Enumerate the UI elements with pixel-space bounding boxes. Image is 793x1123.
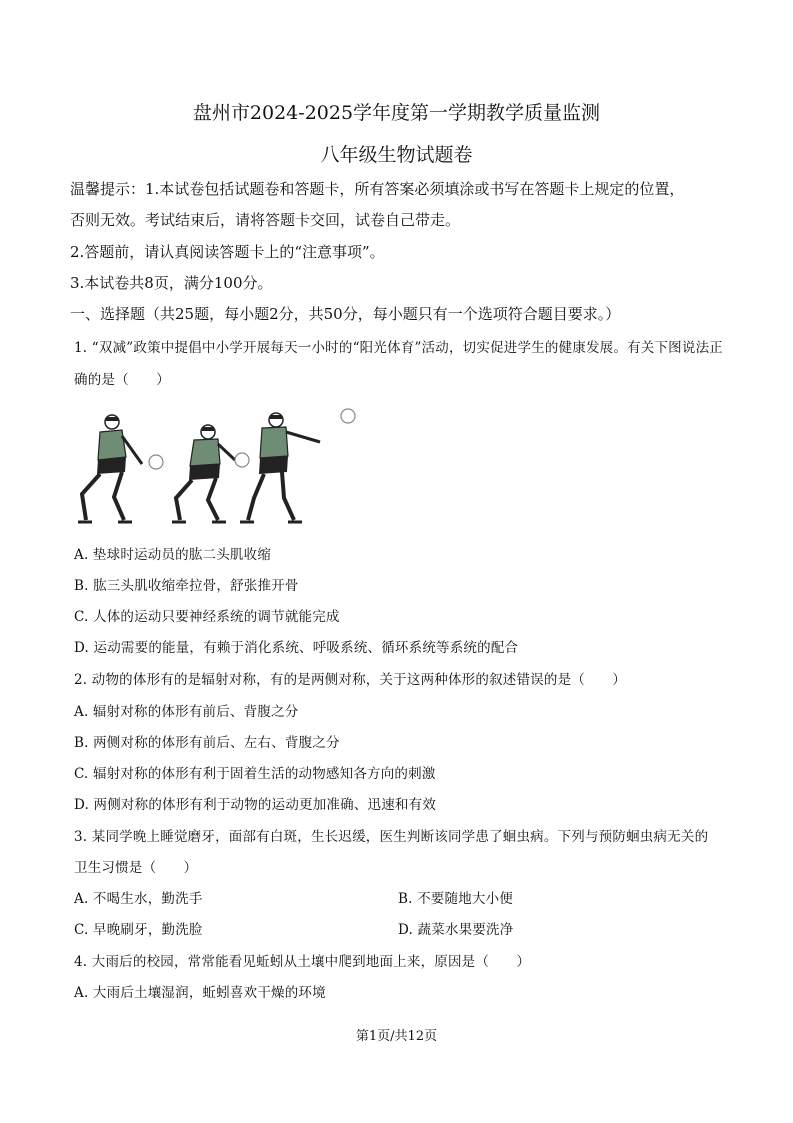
question-1-option-a: A. 垫球时运动员的肱二头肌收缩 [74,547,272,563]
notice-line-1: 温馨提示：1.本试卷包括试题卷和答题卡，所有答案必须填涂或书写在答题卡上规定的位置， [70,180,685,198]
section-heading: 一、选择题（共25题，每小题2分，共50分，每小题只有一个选项符合题目要求。） [70,305,621,323]
volleyball-figure [70,402,370,532]
player-2-drawing [149,425,235,522]
question-3-stem-line-1: 3. 某同学晚上睡觉磨牙，面部有白斑，生长迟缓，医生判断该同学患了蛔虫病。下列与预防蛔虫病无关的 [74,829,709,845]
notice-line-2: 否则无效。考试结束后，请将答题卡交回，试卷自己带走。 [70,211,461,229]
player-1-drawing [78,415,142,522]
question-3-option-d: D. 蔬菜水果要洗净 [398,922,514,938]
question-2-option-b: B. 两侧对称的体形有前后、左右、背腹之分 [74,735,340,751]
question-3-option-b: B. 不要随地大小便 [398,891,514,907]
question-2-option-a: A. 辐射对称的体形有前后、背腹之分 [74,704,299,720]
question-3-stem-line-2: 卫生习惯是（ ） [74,860,198,876]
question-3-option-c: C. 早晚刷牙，勤洗脸 [74,922,203,938]
question-1-option-d: D. 运动需要的能量，有赖于消化系统、呼吸系统、循环系统等系统的配合 [74,640,519,656]
title-line-1: 盘州市2024-2025学年度第一学期教学质量监测 [192,102,601,124]
question-1-option-b: B. 肱三头肌收缩牵拉骨，舒张推开骨 [74,578,299,594]
question-3-option-a: A. 不喝生水，勤洗手 [74,891,203,907]
question-1-option-c: C. 人体的运动只要神经系统的调节就能完成 [74,609,340,625]
notice-line-4: 3.本试卷共8页，满分100分。 [70,274,273,292]
question-2-option-d: D. 两侧对称的体形有利于动物的运动更加准确、迅速和有效 [74,797,437,813]
question-4-stem: 4. 大雨后的校园，常常能看见蚯蚓从土壤中爬到地面上来，原因是（ ） [74,954,531,970]
player-3-drawing [235,409,355,522]
title-line-2: 八年级生物试题卷 [320,144,473,166]
notice-line-3: 2.答题前，请认真阅读答题卡上的“注意事项”。 [70,243,385,261]
page-footer: 第1页/共12页 [355,1029,438,1044]
question-2-option-c: C. 辐射对称的体形有利于固着生活的动物感知各方向的刺激 [74,766,436,782]
question-1-stem-line-2: 确的是（ ） [74,372,170,388]
question-2-stem: 2. 动物的体形有的是辐射对称，有的是两侧对称，关于这两种体形的叙述错误的是（ ） [74,672,627,688]
question-4-option-a: A. 大雨后土壤湿润，蚯蚓喜欢干燥的环境 [74,985,326,1001]
question-1-stem-line-1: 1. “双减”政策中提倡中小学开展每天一小时的“阳光体育”活动，切实促进学生的健康发展。有关下图说法正 [74,340,723,356]
